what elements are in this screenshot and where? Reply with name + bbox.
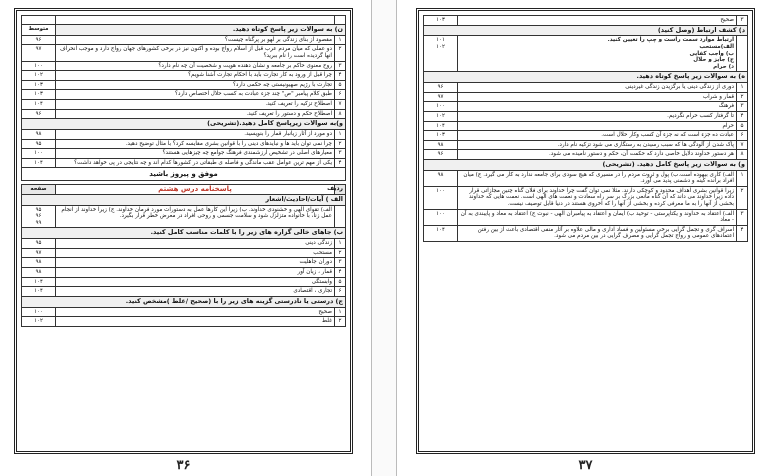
true-false-answer [22, 307, 346, 317]
short-question-text: تجارت با رژیم صهیونیستی چه حکمی دارد؟ [56, 80, 335, 90]
short-answer [424, 140, 748, 150]
short-question-text: دو عملی که میان مردم عرب قبل از اسلام رواج بوده و اکنون نیز در برخی کشورهای جهان رواج دارد و موجب انحراف انها گردیده است را نام ببرید؟ [56, 45, 335, 61]
right-answers-table [423, 15, 748, 242]
essay-question-text: یکی از مهم ترین عوامل عقب ماندگی و فاصله ی طبقاتی در کشورها کدام اند و چه نتایجی در پی خواهد داشت؟ [56, 158, 335, 168]
section-w-title: و)به سوالات زیرپاسخ کامل دهید.(تشریحی) [22, 119, 346, 130]
short-question-score: ۱۰۳ [22, 90, 56, 100]
matching-line: الف)مستحب [699, 43, 734, 50]
fill-blank-answer-number: ۵ [335, 277, 346, 287]
matching-scores [424, 36, 458, 72]
essay-answer [424, 209, 748, 225]
short-question-number: ۴ [335, 71, 346, 81]
short-answer-score: ۱۰۳ [424, 131, 458, 141]
short-answer-number: ۳ [737, 102, 748, 112]
short-answer-score: ۹۶ [424, 83, 458, 93]
true-false-answer-text: غلط [56, 317, 335, 327]
true-false-answer [22, 317, 346, 327]
short-question [22, 61, 346, 71]
essay-question-number: ۲ [335, 139, 346, 149]
short-answer [424, 83, 748, 93]
answer-a-score: ۹۵ [35, 206, 42, 213]
fill-blank-answer-score: ۹۸ [22, 258, 56, 268]
section-h [424, 72, 748, 83]
essay-question-text: معیارهای اصلی در تشخیص ارزشمندی فرهنگ جوامع چه چیزهایی هستند؟ [56, 149, 335, 159]
col-page-label: صفحه [22, 185, 56, 195]
essay-answer-score: ۱۰۴ [424, 225, 458, 241]
short-answer-text: حرام [458, 121, 737, 131]
page-gutter [371, 0, 397, 476]
fill-blank-answer-number: ۶ [335, 287, 346, 297]
short-question-text: مقصود از بنای زندگی بر لهو بر پرگناه چیست؟ [56, 35, 335, 45]
short-question-text: روح معنوی حاکم بر جامعه و نشان دهنده هویت و شخصیت آن چه نام دارد؟ [56, 61, 335, 71]
matching-answers [458, 36, 737, 72]
fill-blank-answer-score: ۹۷ [22, 248, 56, 258]
short-answer-score: ۱۰۲ [424, 111, 458, 121]
essay-question [22, 149, 346, 159]
right-page [408, 0, 763, 476]
short-answer-text: تا گرفتار کسب حرام نگردیم. [458, 111, 737, 121]
top-row-number [335, 16, 346, 25]
fill-blank-answer-number: ۳ [335, 258, 346, 268]
fill-blank-answer-number: ۱ [335, 239, 346, 249]
left-questions-table [21, 15, 346, 327]
answer-section-c [22, 296, 346, 307]
fill-blank-answer [22, 268, 346, 278]
essay-answer-score: ۹۸ [424, 170, 458, 186]
essay-answer-number: ۲ [737, 186, 748, 209]
short-question [22, 35, 346, 45]
short-question-number: ۱ [335, 35, 346, 45]
short-answer [424, 150, 748, 160]
answer-key-header [22, 185, 346, 195]
fill-blank-answer [22, 287, 346, 297]
answer-key-title: پاسخنامه درس هشتم [56, 185, 335, 195]
matching-line: د) حرام [713, 63, 734, 70]
section-d [424, 25, 748, 36]
answer-section-a-title: الف ) آیات/احادیث/اشعار [22, 194, 346, 205]
essay-answer-score: ۱۰۰ [424, 209, 458, 225]
essay-question-text: دو مورد از آثار زیانبار قمار را بنویسید. [56, 129, 335, 139]
short-answer-text: پاک شدن از آلودگی ها که سبب رسیدن به رستگاری می شود تزکیه نام دارد. [458, 140, 737, 150]
right-page-number: ۳۷ [578, 458, 593, 473]
fill-blank-answer [22, 277, 346, 287]
essay-question [22, 158, 346, 168]
right-page-frame [416, 8, 755, 454]
matching-line: ج) جایز و حلال [693, 57, 734, 64]
short-answer-number: ۴ [737, 111, 748, 121]
answer-section-a [22, 194, 346, 205]
matching-number [737, 36, 748, 72]
section-n-score-label: متوسط [22, 25, 56, 36]
short-answer [424, 131, 748, 141]
short-answer [424, 111, 748, 121]
true-false-answer-number: ۲ [335, 317, 346, 327]
fill-blank-answer-text: قمار ، زیان آور [56, 268, 335, 278]
left-page-frame [14, 8, 353, 454]
essay-answer-number: ۳ [737, 209, 748, 225]
fill-blank-answer-score: ۹۵ [22, 239, 56, 249]
short-question-score: ۹۷ [22, 45, 56, 61]
fill-blank-answer-score: ۱۰۴ [22, 277, 56, 287]
true-false-answer-score: ۱۰۲ [22, 317, 56, 327]
answer-section-c-title: ج) درستی یا نادرستی گزینه های زیر را با (صحیح /غلط )مشخص کنید. [22, 296, 346, 307]
short-question-number: ۷ [335, 99, 346, 109]
essay-answer-text: اسراف گری و تجمل گرایی برخی مسئولین و فساد اداری و مالی علاوه بر آثار منفی اقتصادی باعث از بین رفتن اعتمادهای عمومی و رواج تجمل گرایی و مصرف گرایی در بین مردم می شود. [458, 225, 737, 241]
left-page [6, 0, 361, 476]
short-question-text: اصطلاح تزکیه را تعریف کنید. [56, 99, 335, 109]
fill-blank-answer [22, 239, 346, 249]
right-top-row [424, 16, 748, 26]
short-question-number: ۶ [335, 90, 346, 100]
answer-a-score: ۹۹ [35, 219, 42, 226]
short-answer-number: ۲ [737, 92, 748, 102]
short-question-score: ۱۰۳ [22, 80, 56, 90]
essay-question-score: ۱۰۰ [22, 149, 56, 159]
true-false-answer-score: ۱۰۰ [22, 307, 56, 317]
short-question-score: ۱۰۲ [22, 71, 56, 81]
top-row-score [22, 16, 56, 25]
short-question-text: چرا قبل از ورود به کار تجارت باید با احکام تجارت آشنا شویم؟ [56, 71, 335, 81]
short-answer-number: ۱ [737, 83, 748, 93]
short-question-score: ۹۶ [22, 109, 56, 119]
short-question-number: ۵ [335, 80, 346, 90]
closing-message: موفق و پیروز باشید [22, 168, 346, 181]
short-question-score: ۱۰۴ [22, 99, 56, 109]
short-question-text: اصطلاح حکم و دستور را تعریف کنید. [56, 109, 335, 119]
section-d-title: د) کشف ارتباط (وصل کنید) [424, 25, 748, 36]
answer-a-score: ۹۶ [35, 213, 42, 220]
short-question [22, 45, 346, 61]
essay-answer-score: ۱۰۰ [424, 186, 458, 209]
answer-section-b-title: ب) جاهای خالی گزاره های زیر را با کلمات مناسب کامل کنید. [22, 228, 346, 239]
short-question [22, 80, 346, 90]
fill-blank-answer-text: زندگی دینی [56, 239, 335, 249]
short-question-number: ۳ [335, 61, 346, 71]
closing-row [22, 168, 346, 181]
essay-answer [424, 225, 748, 241]
col-row-label: ردیف [335, 185, 346, 195]
fill-blank-answer-text: وابستگی [56, 277, 335, 287]
essay-answer-text: الف) اعتقاد به خداوند و یکتاپرستی - توحید ب) ایمان و اعتقاد به پیامبران الهی - نبوت ج) اعتقاد به معاد و پایبندی به آن - معاد [458, 209, 737, 225]
matching-score: ۱۰۱ [436, 37, 445, 44]
essay-answer-number: ۴ [737, 225, 748, 241]
fill-blank-answer [22, 258, 346, 268]
answer-a-row [22, 205, 346, 228]
short-question [22, 90, 346, 100]
section-w-answers-title: و) به سوالات زیر پاسخ کامل دهید. (تشریحی) [424, 159, 748, 170]
essay-answer [424, 170, 748, 186]
top-row-text [56, 16, 335, 25]
essay-answer-text: زیرا قوانین بشری اهداف محدود و کوچکی دارند. مثلا نمی توان گفت چرا خداوند برای فلان گناه چنین مجازاتی قرار داده زیرا خداوند می داند که آن گناه مانعی بزرگ بر سر راه سعادت و نعمت های الهی است. نعمت هایی که خداوند بخشی از آنها را به ما معرفی کرده و بخشی از آنها را که اخروی هستند در دنیا قابل توصیف نیست. [458, 186, 737, 209]
short-answer-text: هر دستور خداوند دلایل خاصی دارد که حکمت آن، حکم و دستور نامیده می شود. [458, 150, 737, 160]
essay-question-score: ۱۰۴ [22, 158, 56, 168]
essay-question-number: ۳ [335, 149, 346, 159]
short-question [22, 99, 346, 109]
short-answer-score: ۹۶ [424, 150, 458, 160]
fill-blank-answer-score: ۹۸ [22, 268, 56, 278]
essay-question [22, 129, 346, 139]
short-answer-number: ۶ [737, 131, 748, 141]
short-question-score: ۱۰۰ [22, 61, 56, 71]
short-question [22, 109, 346, 119]
short-answer-text: دوری از زندگی دینی یا برگزیدن زندگی غیردینی [458, 83, 737, 93]
fill-blank-answer-text: تجاری ، اقتصادی [56, 287, 335, 297]
section-w-answers [424, 159, 748, 170]
section-n [22, 25, 346, 36]
section-n-title: ن) به سوالات زیر پاسخ کوتاه دهید. [56, 25, 346, 36]
short-answer-number: ۷ [737, 140, 748, 150]
right-top-number: ۳ [737, 16, 748, 26]
section-w [22, 119, 346, 130]
short-answer-text: قمار و شراب [458, 92, 737, 102]
short-answer-text: فرهنگ [458, 102, 737, 112]
essay-question-number: ۴ [335, 158, 346, 168]
essay-question-number: ۱ [335, 129, 346, 139]
short-answer-score: ۹۷ [424, 92, 458, 102]
fill-blank-answer-score: ۱۰۴ [22, 287, 56, 297]
matching-row [424, 36, 748, 72]
essay-answer [424, 186, 748, 209]
answer-a-scores [22, 205, 56, 228]
short-question-number: ۲ [335, 45, 346, 61]
short-answer [424, 92, 748, 102]
answer-section-b [22, 228, 346, 239]
answer-a-text: الف) تقوای الهی و خشنودی خداوند. ب) زیرا این کارها عمل به دستورات مورد فرمان خداوند. ج) زیرا خداوند از انجام عمل زنا، با خانواده متزلزل شود و سلامت جسمی و روحی افراد در معرض خطر قرار بگیرد. [56, 205, 335, 228]
fill-blank-answer-text: مستحب [56, 248, 335, 258]
fill-blank-answer-text: دوران جاهلیت [56, 258, 335, 268]
essay-answer-number: ۱ [737, 170, 748, 186]
right-top-score: ۱۰۳ [424, 16, 458, 26]
matching-line: ب) واجب کفایی [689, 50, 734, 57]
fill-blank-answer-number: ۲ [335, 248, 346, 258]
short-answer-score: ۹۸ [424, 140, 458, 150]
short-answer-number: ۵ [737, 121, 748, 131]
left-page-number: ۳۶ [176, 458, 191, 473]
true-false-answer-text: صحیح [56, 307, 335, 317]
short-question-text: طبق کلام پیامبر "ص" چند جزء عبادت به کسب حلال اختصاص دارد؟ [56, 90, 335, 100]
essay-question-score: ۹۸ [22, 129, 56, 139]
matching-score: ۱۰۲ [436, 43, 445, 50]
essay-answer-text: الف) کاری بیهوده است.ب) پول و ثروت مردم را در مسیری که هیچ سودی برای جامعه ندارد به کار می گیرد. ج) میان افراد برانده کینه و دشمنی پدید می آورد. [458, 170, 737, 186]
right-top-text: صحیح [458, 16, 737, 26]
essay-question-text: چرا نمی توان باید ها و نبایدهای دینی را با قوانین بشری مقایسه کرد؟ با مثال توضیح دهید. [56, 139, 335, 149]
fill-blank-answer [22, 248, 346, 258]
short-question [22, 71, 346, 81]
true-false-answer-number: ۱ [335, 307, 346, 317]
top-row [22, 16, 346, 25]
matching-line: ارتباط موارد سمت راست و چپ را تعیین کنید. [607, 37, 734, 44]
short-answer-score: ۱۰۴ [424, 121, 458, 131]
short-question-number: ۸ [335, 109, 346, 119]
short-answer [424, 102, 748, 112]
short-answer [424, 121, 748, 131]
answer-a-number [335, 205, 346, 228]
section-h-title: ه) به سوالات زیر پاسخ کوتاه دهید. [424, 72, 748, 83]
short-answer-text: عبادت ده جزء است که نه جزء آن کسب وکار حلال است. [458, 131, 737, 141]
essay-question [22, 139, 346, 149]
short-answer-score: ۱۰۰ [424, 102, 458, 112]
fill-blank-answer-number: ۴ [335, 268, 346, 278]
short-question-score: ۹۶ [22, 35, 56, 45]
essay-question-score: ۹۵ [22, 139, 56, 149]
short-answer-number: ۸ [737, 150, 748, 160]
